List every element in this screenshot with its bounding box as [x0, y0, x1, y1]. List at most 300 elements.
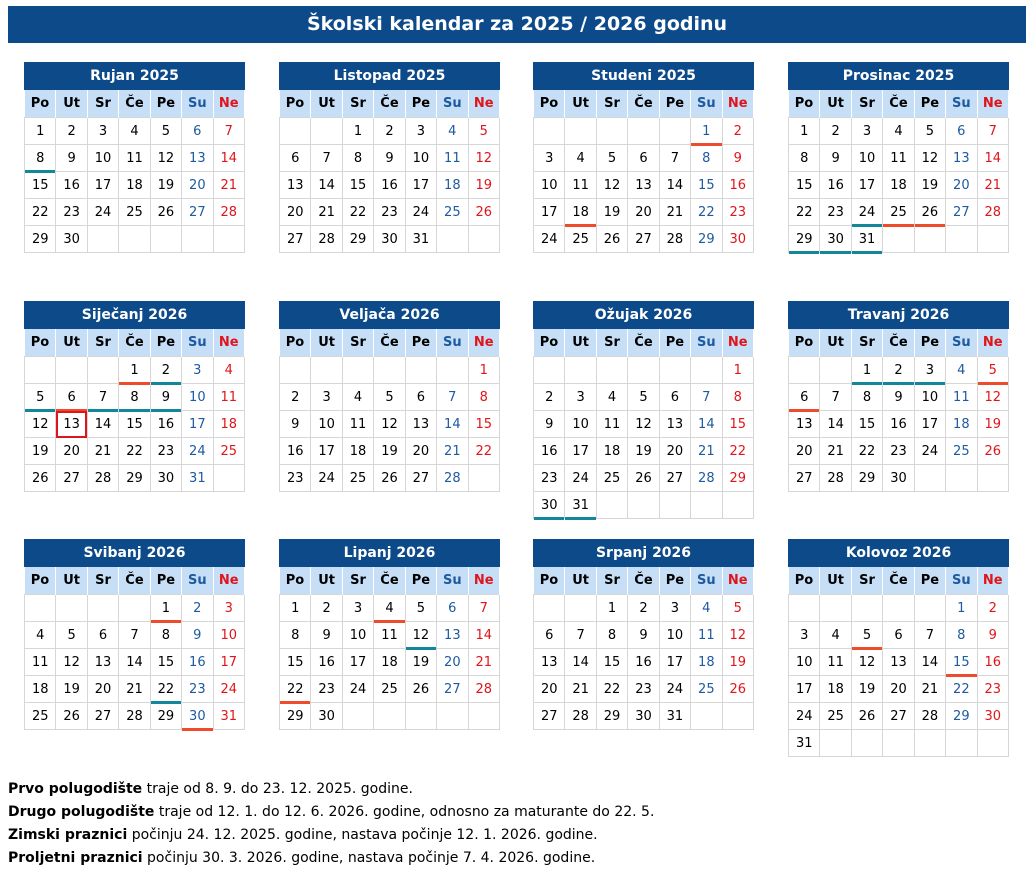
weekday-header: Pe [405, 329, 436, 357]
day-cell: 21 [119, 676, 150, 703]
day-cell: 19 [722, 649, 753, 676]
day-cell: 17 [914, 411, 945, 438]
month-title: Siječanj 2026 [24, 301, 245, 329]
day-cell: 24 [87, 199, 118, 226]
day-cell: 30 [311, 703, 342, 730]
day-cell: 2 [182, 595, 213, 622]
day-cell: 17 [534, 199, 565, 226]
weekday-header: Su [182, 90, 213, 118]
day-cell: 24 [213, 676, 244, 703]
weekday-header: Su [946, 329, 977, 357]
day-cell: 1 [946, 595, 977, 622]
day-cell: 9 [883, 384, 914, 411]
empty-cell [883, 730, 914, 757]
month-table [788, 329, 1009, 492]
day-cell: 28 [437, 465, 468, 492]
day-cell: 27 [659, 465, 690, 492]
day-cell: 27 [182, 199, 213, 226]
month-calendar [24, 539, 245, 730]
empty-cell [820, 595, 851, 622]
day-cell: 8 [946, 622, 977, 649]
day-cell: 18 [437, 172, 468, 199]
month-title: Rujan 2025 [24, 62, 245, 90]
month-title: Lipanj 2026 [279, 539, 500, 567]
day-cell: 7 [87, 384, 118, 411]
day-cell: 7 [565, 622, 596, 649]
empty-cell [565, 118, 596, 145]
weekday-header: Ut [56, 329, 87, 357]
day-cell: 1 [119, 357, 150, 384]
day-cell: 14 [565, 649, 596, 676]
empty-cell [820, 730, 851, 757]
empty-cell [342, 357, 373, 384]
day-cell: 2 [56, 118, 87, 145]
day-cell: 13 [182, 145, 213, 172]
day-cell: 26 [405, 676, 436, 703]
day-cell: 28 [565, 703, 596, 730]
day-cell: 28 [691, 465, 722, 492]
day-cell: 21 [691, 438, 722, 465]
weekday-header: Če [374, 329, 405, 357]
day-cell: 30 [534, 492, 565, 519]
weekday-header: Sr [851, 90, 882, 118]
empty-cell [820, 357, 851, 384]
day-cell: 25 [565, 226, 596, 253]
day-cell: 5 [914, 118, 945, 145]
weekday-header: Če [628, 567, 659, 595]
day-cell: 8 [851, 384, 882, 411]
day-cell: 7 [977, 118, 1008, 145]
day-cell: 4 [374, 595, 405, 622]
day-cell: 5 [977, 357, 1008, 384]
weekday-header: Če [374, 90, 405, 118]
day-cell: 4 [596, 384, 627, 411]
day-cell: 19 [405, 649, 436, 676]
day-cell: 16 [534, 438, 565, 465]
day-cell: 20 [946, 172, 977, 199]
day-cell: 3 [405, 118, 436, 145]
day-cell: 17 [311, 438, 342, 465]
empty-cell [56, 357, 87, 384]
month-table [279, 90, 500, 253]
day-cell: 19 [596, 199, 627, 226]
day-cell: 13 [789, 411, 820, 438]
empty-cell [977, 465, 1008, 492]
day-cell: 27 [628, 226, 659, 253]
day-cell: 13 [659, 411, 690, 438]
day-cell: 14 [820, 411, 851, 438]
day-cell: 13 [946, 145, 977, 172]
day-cell: 3 [213, 595, 244, 622]
day-cell: 16 [280, 438, 311, 465]
day-cell: 18 [565, 199, 596, 226]
day-cell: 30 [628, 703, 659, 730]
day-cell: 14 [119, 649, 150, 676]
day-cell: 26 [150, 199, 181, 226]
day-cell: 26 [596, 226, 627, 253]
empty-cell [374, 703, 405, 730]
month-calendar [24, 301, 245, 492]
day-cell: 2 [280, 384, 311, 411]
day-cell: 12 [150, 145, 181, 172]
empty-cell [87, 357, 118, 384]
day-cell: 12 [468, 145, 499, 172]
day-cell: 1 [789, 118, 820, 145]
weekday-header: Ne [977, 90, 1008, 118]
day-cell: 6 [883, 622, 914, 649]
weekday-header: Pe [659, 90, 690, 118]
weekday-header: Po [534, 567, 565, 595]
day-cell: 22 [851, 438, 882, 465]
weekday-header: Po [789, 567, 820, 595]
day-cell: 18 [596, 438, 627, 465]
day-cell: 12 [851, 649, 882, 676]
weekday-header: Pe [405, 567, 436, 595]
weekday-header: Če [119, 90, 150, 118]
month-table [533, 567, 754, 730]
day-cell: 7 [691, 384, 722, 411]
day-cell: 6 [628, 145, 659, 172]
day-cell: 14 [659, 172, 690, 199]
note-winter-break: Zimski praznici počinju 24. 12. 2025. godine, nastava počinje 12. 1. 2026. godine. [8, 827, 598, 843]
weekday-header: Pe [659, 567, 690, 595]
month-calendar [788, 62, 1009, 253]
day-cell: 10 [213, 622, 244, 649]
month-calendar [279, 539, 500, 730]
day-cell: 28 [87, 465, 118, 492]
day-cell: 4 [342, 384, 373, 411]
day-cell: 19 [977, 411, 1008, 438]
day-cell: 7 [468, 595, 499, 622]
empty-cell [150, 226, 181, 253]
day-cell: 30 [820, 226, 851, 253]
empty-cell [565, 595, 596, 622]
day-cell: 26 [468, 199, 499, 226]
day-cell: 25 [437, 199, 468, 226]
day-cell: 15 [25, 172, 56, 199]
day-cell: 25 [374, 676, 405, 703]
day-cell: 17 [405, 172, 436, 199]
day-cell: 18 [820, 676, 851, 703]
day-cell: 4 [437, 118, 468, 145]
day-cell: 26 [56, 703, 87, 730]
day-cell: 8 [789, 145, 820, 172]
day-cell: 1 [25, 118, 56, 145]
day-cell: 8 [25, 145, 56, 172]
empty-cell [789, 357, 820, 384]
day-cell: 1 [468, 357, 499, 384]
empty-cell [946, 226, 977, 253]
day-cell: 27 [437, 676, 468, 703]
day-cell: 5 [468, 118, 499, 145]
day-cell: 31 [405, 226, 436, 253]
day-cell: 20 [280, 199, 311, 226]
day-cell: 4 [946, 357, 977, 384]
month-calendar [24, 62, 245, 253]
day-cell: 28 [213, 199, 244, 226]
month-calendar [279, 62, 500, 253]
day-cell: 18 [883, 172, 914, 199]
empty-cell [468, 465, 499, 492]
day-cell: 18 [213, 411, 244, 438]
day-cell: 18 [946, 411, 977, 438]
page-title: Školski kalendar za 2025 / 2026 godinu [8, 6, 1026, 43]
empty-cell [789, 595, 820, 622]
day-cell: 24 [534, 226, 565, 253]
day-cell: 15 [851, 411, 882, 438]
day-cell: 19 [468, 172, 499, 199]
day-cell: 5 [596, 145, 627, 172]
day-cell: 11 [565, 172, 596, 199]
day-cell: 1 [851, 357, 882, 384]
day-cell: 3 [851, 118, 882, 145]
day-cell: 10 [182, 384, 213, 411]
day-cell: 10 [851, 145, 882, 172]
weekday-header: Ne [977, 567, 1008, 595]
day-cell: 17 [213, 649, 244, 676]
empty-cell [722, 492, 753, 519]
day-cell: 22 [150, 676, 181, 703]
weekday-header: Ne [722, 567, 753, 595]
day-cell: 17 [565, 438, 596, 465]
day-cell: 12 [722, 622, 753, 649]
day-cell: 27 [405, 465, 436, 492]
day-cell: 6 [405, 384, 436, 411]
day-cell: 4 [691, 595, 722, 622]
day-cell: 22 [596, 676, 627, 703]
empty-cell [851, 595, 882, 622]
empty-cell [946, 465, 977, 492]
day-cell: 28 [311, 226, 342, 253]
empty-cell [437, 226, 468, 253]
day-cell: 21 [914, 676, 945, 703]
empty-cell [565, 357, 596, 384]
day-cell: 15 [946, 649, 977, 676]
day-cell: 7 [119, 622, 150, 649]
day-cell: 28 [119, 703, 150, 730]
weekday-header: Ut [56, 567, 87, 595]
day-cell: 13 [628, 172, 659, 199]
weekday-header: Če [883, 90, 914, 118]
empty-cell [56, 595, 87, 622]
day-cell: 10 [565, 411, 596, 438]
day-cell: 20 [56, 438, 87, 465]
day-cell: 5 [851, 622, 882, 649]
day-cell: 26 [628, 465, 659, 492]
day-cell: 14 [691, 411, 722, 438]
empty-cell [691, 492, 722, 519]
day-cell: 19 [374, 438, 405, 465]
month-table [788, 90, 1009, 253]
day-cell: 21 [87, 438, 118, 465]
weekday-header: Sr [851, 567, 882, 595]
month-calendar [279, 301, 500, 492]
day-cell: 2 [534, 384, 565, 411]
day-cell: 11 [374, 622, 405, 649]
day-cell: 3 [565, 384, 596, 411]
weekday-header: Pe [914, 90, 945, 118]
day-cell: 21 [311, 199, 342, 226]
day-cell: 5 [25, 384, 56, 411]
day-cell: 18 [691, 649, 722, 676]
day-cell: 26 [25, 465, 56, 492]
day-cell: 10 [342, 622, 373, 649]
day-cell: 21 [820, 438, 851, 465]
day-cell: 30 [182, 703, 213, 730]
month-title: Listopad 2025 [279, 62, 500, 90]
day-cell: 23 [182, 676, 213, 703]
day-cell: 1 [280, 595, 311, 622]
day-cell: 24 [311, 465, 342, 492]
empty-cell [628, 118, 659, 145]
weekday-header: Su [182, 329, 213, 357]
day-cell: 26 [722, 676, 753, 703]
day-cell: 23 [820, 199, 851, 226]
empty-cell [119, 226, 150, 253]
empty-cell [342, 703, 373, 730]
empty-cell [659, 357, 690, 384]
day-cell: 10 [534, 172, 565, 199]
empty-cell [628, 492, 659, 519]
day-cell: 5 [722, 595, 753, 622]
day-cell: 19 [914, 172, 945, 199]
day-cell: 22 [722, 438, 753, 465]
empty-cell [659, 118, 690, 145]
month-title: Ožujak 2026 [533, 301, 754, 329]
empty-cell [596, 357, 627, 384]
weekday-header: Su [437, 567, 468, 595]
weekday-header: Ut [311, 567, 342, 595]
weekday-header: Su [691, 90, 722, 118]
day-cell: 14 [437, 411, 468, 438]
day-cell: 16 [182, 649, 213, 676]
weekday-header: Po [789, 90, 820, 118]
day-cell: 25 [883, 199, 914, 226]
day-cell: 27 [87, 703, 118, 730]
empty-cell [883, 595, 914, 622]
day-cell: 20 [534, 676, 565, 703]
day-cell: 12 [374, 411, 405, 438]
weekday-header: Su [691, 567, 722, 595]
day-cell: 7 [659, 145, 690, 172]
day-cell: 25 [213, 438, 244, 465]
day-cell: 3 [914, 357, 945, 384]
day-cell: 23 [280, 465, 311, 492]
day-cell: 19 [628, 438, 659, 465]
day-cell: 9 [280, 411, 311, 438]
day-cell: 17 [851, 172, 882, 199]
day-cell: 12 [628, 411, 659, 438]
day-cell: 2 [977, 595, 1008, 622]
weekday-header: Pe [150, 329, 181, 357]
weekday-header: Su [182, 567, 213, 595]
day-cell: 14 [87, 411, 118, 438]
day-cell: 11 [946, 384, 977, 411]
day-cell: 2 [883, 357, 914, 384]
day-cell: 29 [25, 226, 56, 253]
day-cell: 2 [628, 595, 659, 622]
day-cell: 31 [789, 730, 820, 757]
day-cell: 5 [56, 622, 87, 649]
day-cell: 21 [659, 199, 690, 226]
day-cell: 27 [280, 226, 311, 253]
day-cell: 6 [87, 622, 118, 649]
day-cell: 18 [342, 438, 373, 465]
day-cell: 2 [311, 595, 342, 622]
empty-cell [213, 465, 244, 492]
day-cell: 1 [722, 357, 753, 384]
day-cell: 9 [722, 145, 753, 172]
day-cell: 5 [405, 595, 436, 622]
day-cell: 10 [789, 649, 820, 676]
day-cell: 27 [56, 465, 87, 492]
weekday-header: Ne [213, 329, 244, 357]
weekday-header: Sr [851, 329, 882, 357]
day-cell: 27 [789, 465, 820, 492]
weekday-header: Po [280, 567, 311, 595]
day-cell: 24 [789, 703, 820, 730]
day-cell: 1 [691, 118, 722, 145]
empty-cell [405, 357, 436, 384]
day-cell: 11 [213, 384, 244, 411]
notes [8, 778, 654, 870]
day-cell: 9 [182, 622, 213, 649]
day-cell: 15 [119, 411, 150, 438]
day-cell: 15 [342, 172, 373, 199]
weekday-header: Pe [150, 567, 181, 595]
weekday-header: Če [883, 567, 914, 595]
day-cell: 28 [914, 703, 945, 730]
empty-cell [25, 595, 56, 622]
weekday-header: Ne [468, 90, 499, 118]
month-table [533, 329, 754, 519]
day-cell: 17 [659, 649, 690, 676]
empty-cell [25, 357, 56, 384]
day-cell: 9 [56, 145, 87, 172]
day-cell: 18 [25, 676, 56, 703]
month-calendar [533, 62, 754, 253]
day-cell: 25 [820, 703, 851, 730]
day-cell: 13 [437, 622, 468, 649]
weekday-header: Sr [596, 329, 627, 357]
empty-cell [691, 703, 722, 730]
day-cell: 11 [691, 622, 722, 649]
weekday-header: Ut [820, 567, 851, 595]
empty-cell [977, 226, 1008, 253]
day-cell: 16 [883, 411, 914, 438]
day-cell: 13 [534, 649, 565, 676]
month-title: Svibanj 2026 [24, 539, 245, 567]
empty-cell [534, 357, 565, 384]
day-cell: 22 [468, 438, 499, 465]
weekday-header: Ne [977, 329, 1008, 357]
note-first-semester: Prvo polugodište traje od 8. 9. do 23. 12. 2025. godine. [8, 781, 413, 797]
day-cell: 11 [119, 145, 150, 172]
day-cell: 31 [182, 465, 213, 492]
day-cell: 16 [374, 172, 405, 199]
day-cell: 6 [789, 384, 820, 411]
day-cell: 27 [534, 703, 565, 730]
weekday-header: Su [946, 567, 977, 595]
day-cell: 28 [659, 226, 690, 253]
month-title: Travanj 2026 [788, 301, 1009, 329]
day-cell: 11 [596, 411, 627, 438]
weekday-header: Sr [87, 567, 118, 595]
day-cell: 16 [820, 172, 851, 199]
empty-cell [596, 118, 627, 145]
day-cell: 22 [789, 199, 820, 226]
day-cell: 5 [150, 118, 181, 145]
